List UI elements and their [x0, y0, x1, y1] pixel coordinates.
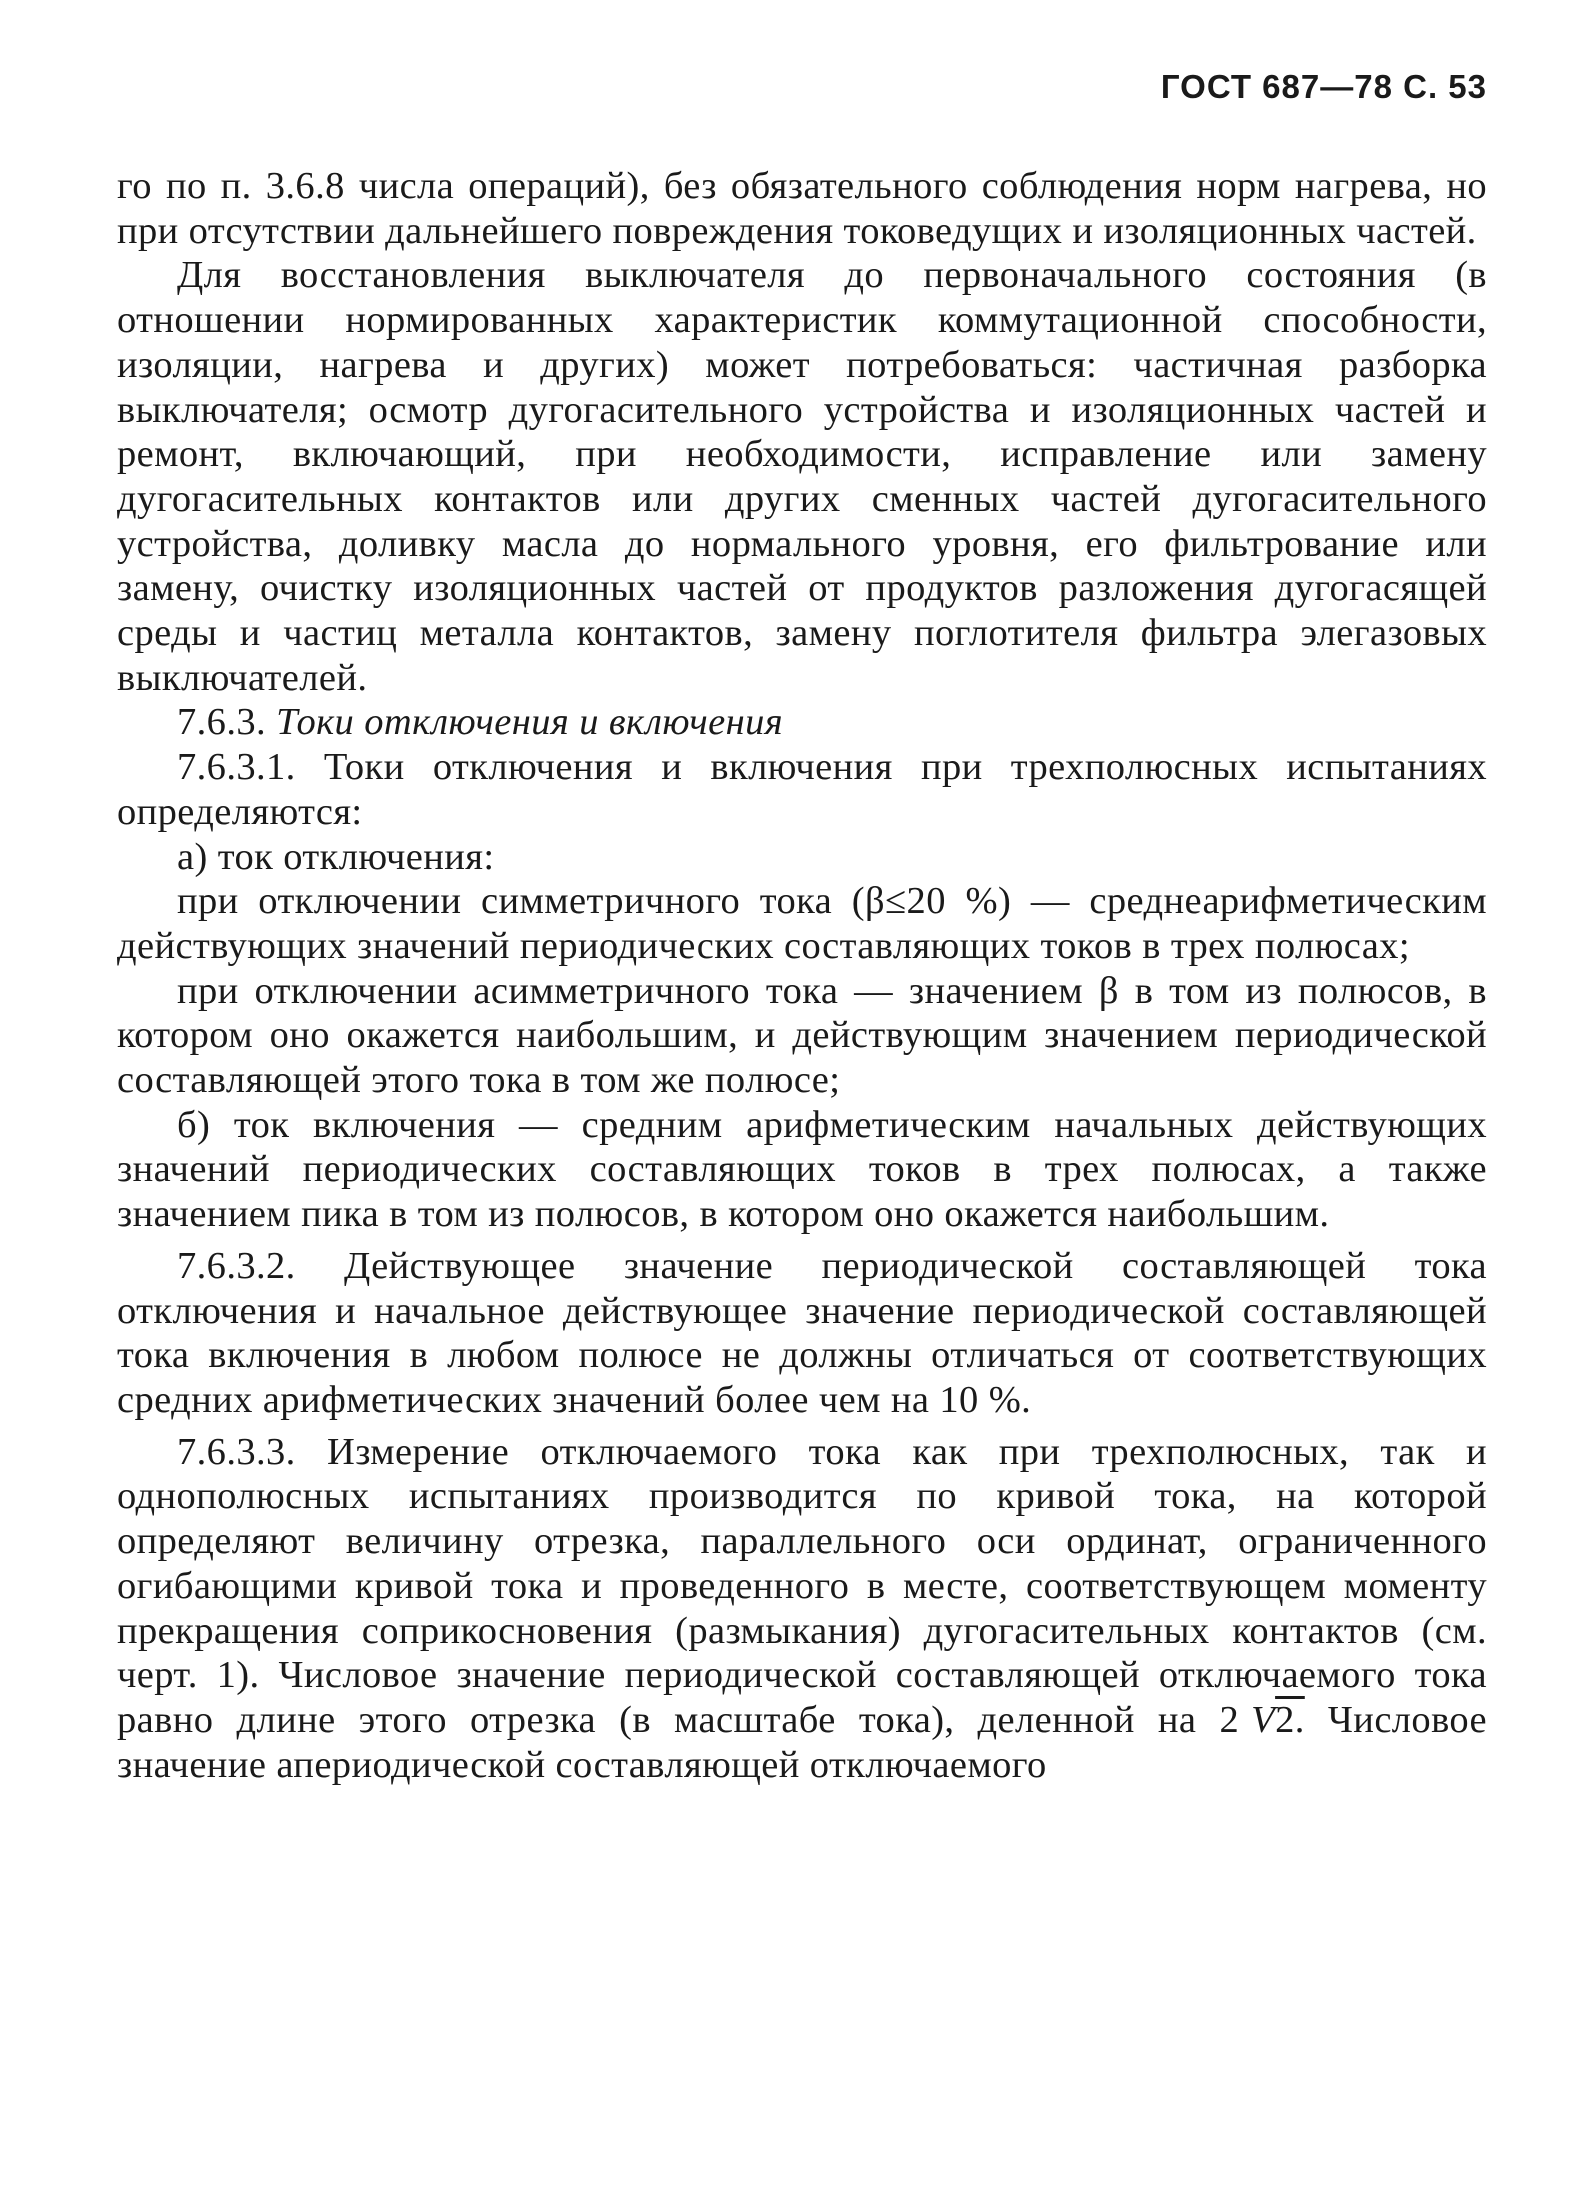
document-page	[117, 68, 1487, 2168]
section-number: 7.6.3.	[177, 701, 267, 744]
square-root-sign: V	[1251, 1698, 1276, 1741]
section-heading-7-6-3	[117, 700, 1487, 745]
paragraph-7-6-3-3-tail: Числовое значение апериодической составляющей отключаемого	[117, 1698, 1487, 1786]
list-item-b: б) ток включения — средним арифметическим начальных действующих значений периодических составляющих токов в трех полюсах, а также значением пика в том из полюсов, в котором оно окажется наибольшим.	[117, 1103, 1487, 1236]
paragraph-asymmetric-current: при отключении асимметричного тока — значением β в том из полюсов, в котором оно окажется наибольшим, и действующим значением периодической составляющей этого тока в том же полюсе;	[117, 969, 1487, 1102]
list-item-a: а) ток отключения:	[177, 835, 495, 878]
paragraph-symmetric-current: при отключении симметричного тока (β≤20 %) — среднеарифметическим действующих значений периодических составляющих токов в трех полюсах;	[117, 880, 1487, 967]
page-header: ГОСТ 687—78 С. 53	[1160, 68, 1487, 105]
paragraph-restoration: Для восстановления выключателя до первоначального состояния (в отношении нормированных характеристик коммутационной способности, изоляции, нагрева и других) может потребоваться: частичная разборка выключателя; осмотр дугогасительного устройства и изоляционных частей и ремонт, включающий, при необходимости, исправление или замену дугогасительных контактов или других сменных частей дугогасительного устройства, доливку масла до нормального уровня, его фильтрование или замену, очистку изоляционных частей от продуктов разложения дугогасящей среды и частиц металла контактов, замену поглотителя фильтра элегазовых выключателей.	[117, 254, 1487, 699]
paragraph-continuation: го по п. 3.6.8 числа операций), без обязательного соблюдения норм нагрева, но при отсутствии дальнейшего повреждения токоведущих и изоляционных частей.	[117, 165, 1487, 252]
paragraph-7-6-3-3	[117, 1430, 1487, 1788]
formula-two-root-two	[1220, 1699, 1305, 1741]
paragraph-7-6-3-3-text: 7.6.3.3. Измерение отключаемого тока как при трехполюсных, так и однополюсных испытаниях производится по кривой тока, на которой определяют величину отрезка, параллельного оси ординат, ограниченного огибающими кривой тока и проведенного в месте, соответствующем моменту прекращения соприкосновения (размыкания) дугогасительных контактов (см. черт. 1). Числовое значение периодической составляющей отключаемого тока равно длине этого отрезка (в масштабе тока), деленной на	[117, 1430, 1487, 1741]
paragraph-7-6-3-2: 7.6.3.2. Действующее значение периодической составляющей тока отключения и начальное действующее значение периодической составляющей тока включения в любом полюсе не должны отличаться от соответствующих средних арифметических значений более чем на 10 %.	[117, 1244, 1487, 1421]
body-text	[117, 164, 1487, 1787]
paragraph-7-6-3-1: 7.6.3.1. Токи отключения и включения при трехполюсных испытаниях определяются:	[117, 746, 1487, 833]
formula-coefficient: 2	[1219, 1698, 1240, 1741]
section-title: Токи отключения и включения	[276, 701, 784, 744]
formula-radicand: 2.	[1275, 1698, 1305, 1741]
